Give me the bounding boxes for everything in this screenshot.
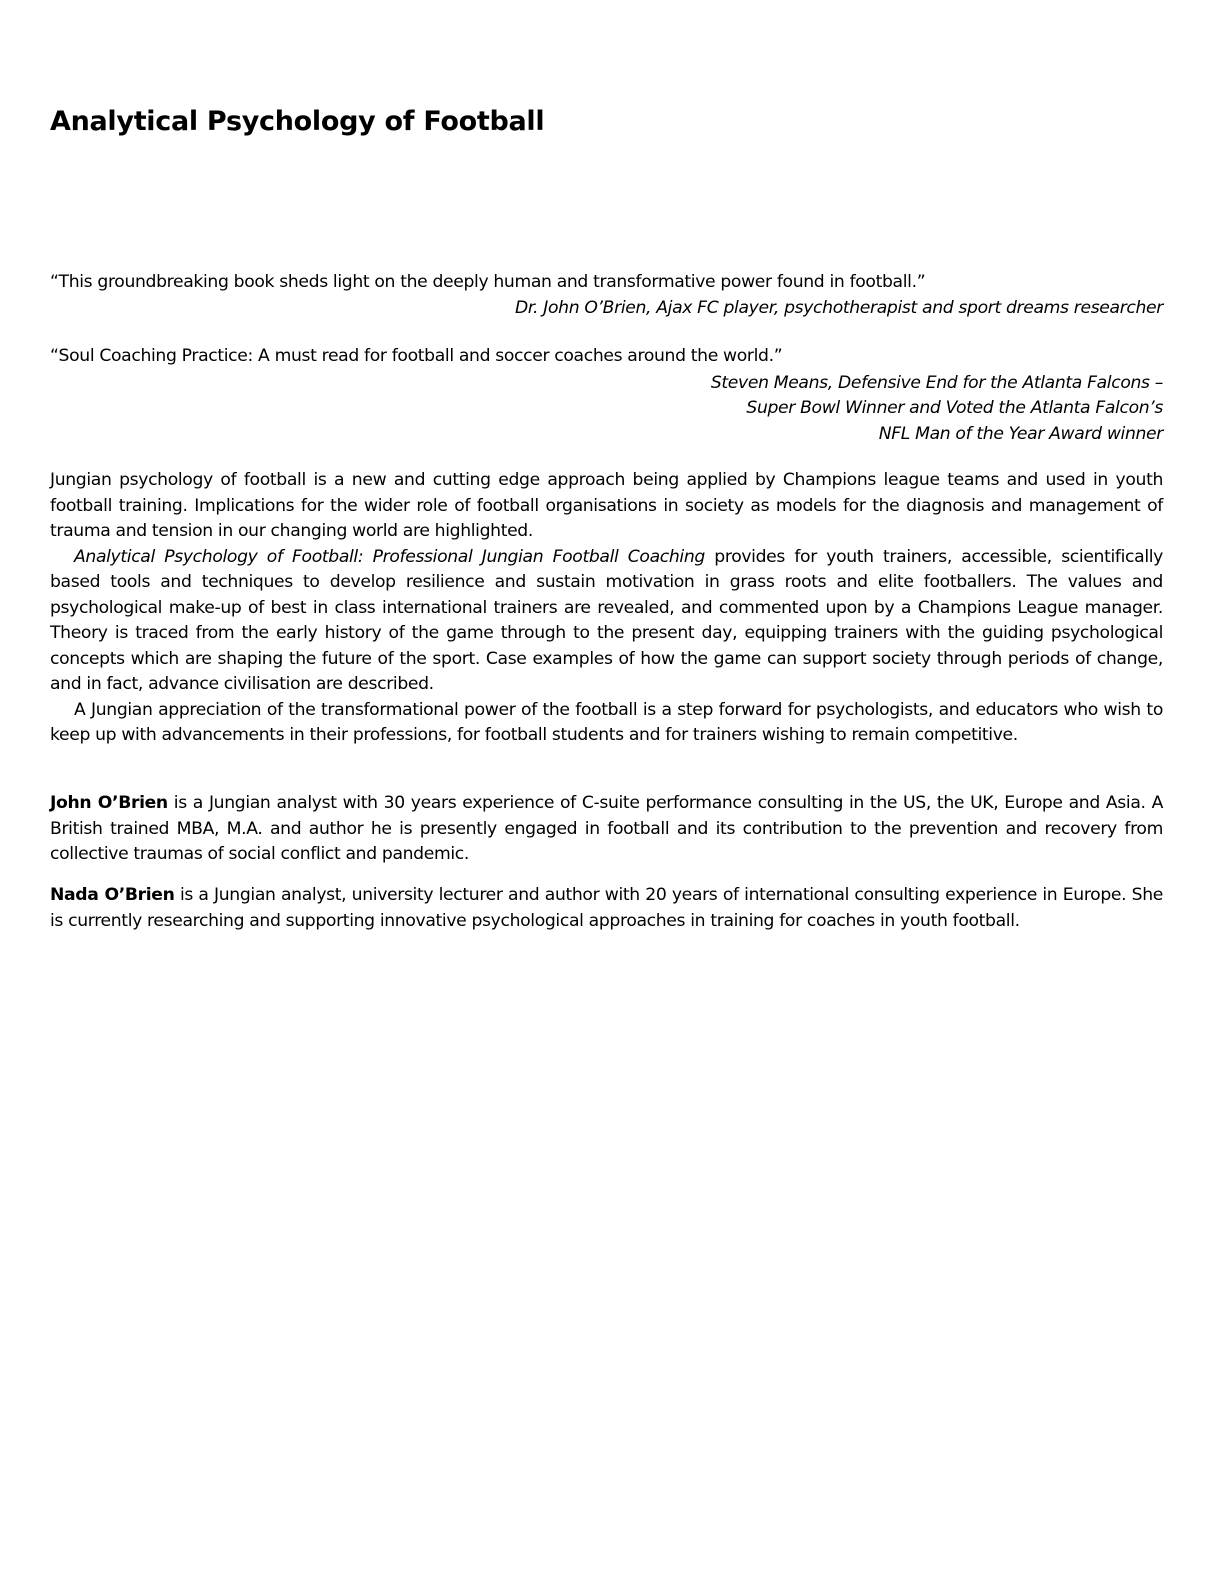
- author-name: Nada O’Brien: [50, 885, 175, 905]
- author-bio-2: [50, 883, 1163, 934]
- endorsement-attribution: Super Bowl Winner and Voted the Atlanta Falcon’s: [746, 398, 1163, 418]
- endorsement-quote: “Soul Coaching Practice: A must read for football and soccer coaches around the world.”: [50, 346, 783, 366]
- author-bio-1: [50, 791, 1163, 868]
- endorsement-1: [50, 270, 1163, 321]
- endorsement-attribution: NFL Man of the Year Award winner: [878, 423, 1163, 444]
- endorsement-quote: “This groundbreaking book sheds light on the deeply human and transformative power found in football.”: [50, 272, 926, 292]
- author-bio: is a Jungian analyst with 30 years experience of C-suite performance consulting in the US, the UK, Europe and Asia. A British trained MBA, M.A. and author he is presently engaged in football and its contribution to the prevention and recovery from collective traumas of social conflict and pandemic.: [50, 793, 1163, 864]
- endorsement-2: [50, 344, 1163, 447]
- author-bio: is a Jungian analyst, university lecturer and author with 20 years of international consulting experience in Europe. She is currently researching and supporting innovative psychological approaches in training for coaches in youth football.: [50, 885, 1163, 931]
- endorsement-attribution: Dr. John O’Brien, Ajax FC player, psychotherapist and sport dreams researcher: [515, 297, 1163, 318]
- description-paragraph: Jungian psychology of football is a new and cutting edge approach being applied by Champions league teams and used in youth football training. Implications for the wider role of football organisations in society as models for the diagnosis and management of trauma and tension in our changing world are highlighted.: [50, 470, 1163, 541]
- description-text: provides for youth trainers, accessible, scientifically based tools and techniques to develop resilience and sustain motivation in grass roots and elite footballers. The values and psychological make-up of best in class international trainers are revealed, and commented upon by a Champions League manager. Theory is traced from the early history of the game through to the present day, equipping trainers with the guiding psychological concepts which are shaping the future of the sport. Case examples of how the game can support society through periods of change, and in fact, advance civilisation are described.: [50, 546, 1163, 694]
- endorsement-attribution: Steven Means, Defensive End for the Atlanta Falcons –: [710, 372, 1163, 393]
- page-title: Analytical Psychology of Football: [50, 106, 545, 137]
- description-paragraph: [50, 545, 1163, 698]
- book-description: [50, 468, 1163, 749]
- author-name: John O’Brien: [50, 793, 168, 813]
- description-paragraph: A Jungian appreciation of the transformational power of the football is a step forward for psychologists, and educators who wish to keep up with advancements in their professions, for football students and for trainers wishing to remain competitive.: [50, 699, 1163, 745]
- book-title: Analytical Psychology of Football: Professional Jungian Football Coaching: [74, 546, 705, 567]
